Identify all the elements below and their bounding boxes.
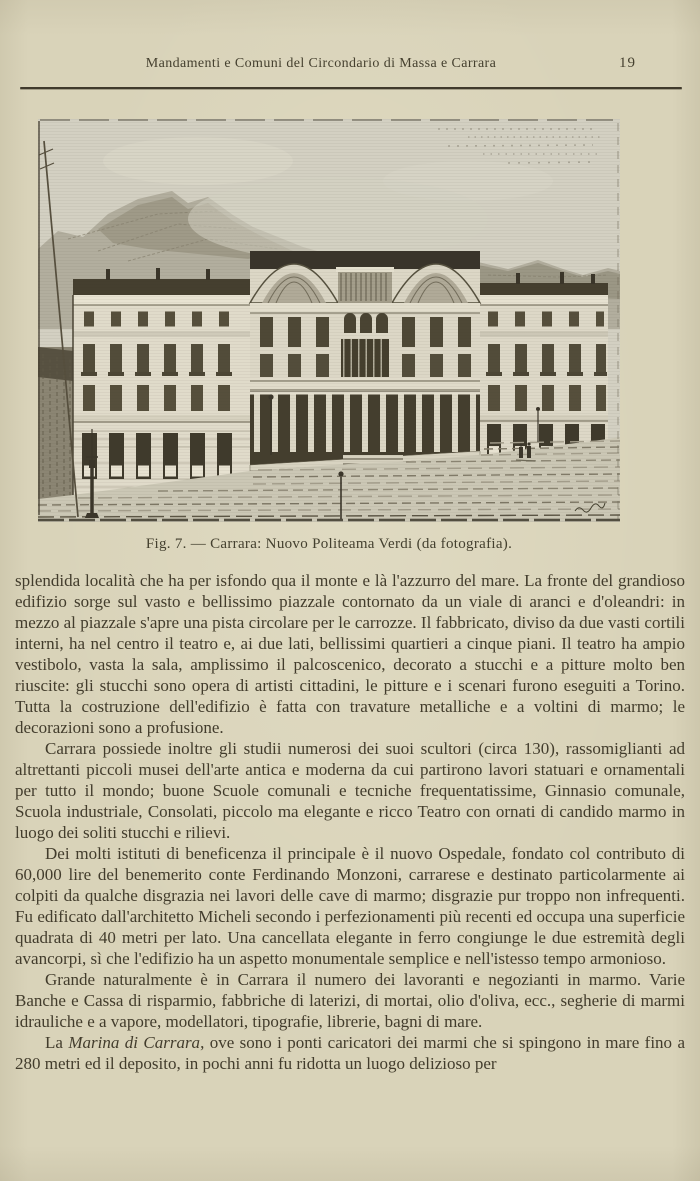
header-rule — [20, 87, 682, 89]
paragraph-rest: , ove sono i ponti caricatori dei marmi che si spingono in mare fino a 280 metri ed il deposito, in pochi anni fu ridotta un luogo delizioso per — [15, 1033, 685, 1073]
paragraph-italic-title: Marina di Carrara — [68, 1033, 201, 1052]
figure — [38, 119, 620, 522]
building-engraving — [38, 119, 620, 522]
central-block — [250, 264, 480, 471]
page-header — [0, 56, 700, 76]
page-number: 19 — [619, 55, 636, 71]
left-shadow-area — [38, 347, 73, 499]
figure-caption: Fig. 7. — Carrara: Nuovo Politeama Verdi (da fotografia). — [145, 536, 513, 552]
right-wing — [480, 295, 608, 465]
body-text — [15, 570, 685, 1074]
paragraph: Carrara possiede inoltre gli studii numerosi dei suoi scultori (circa 130), rassomiglianti ad altrettanti piccoli musei dell'arte antica e moderna da cui partirono lavori statuari e ornamentali per tutto il mondo; buone Scuole comunali e tecniche frequentatissime, Ginnasio comunale, Scuola industriale, Consolati, piccolo ma elegante e ricco Teatro con ornati di candido marmo in luogo dei soliti stucchi e rilievi. — [15, 739, 685, 842]
left-wing — [73, 295, 250, 495]
paragraph-lead: La — [45, 1033, 69, 1052]
paragraph — [15, 1032, 685, 1074]
header-title: Mandamenti e Comuni del Circondario di Massa e Carrara — [145, 56, 497, 71]
paragraph: splendida località che ha per isfondo qua il monte e là l'azzurro del mare. La fronte del grandioso edifizio sorge sul vasto e bellissimo piazzale contornato da un viale di aranci e d'oleandri: in mezzo al piazzale s'apre una pista circolare per le carrozze. Il fabbricato, diviso da due vasti cortili interni, ha nel centro il teatro e, ai due lati, bellissimi quartieri a cinque piani. Il teatro ha ampio vestibolo, vasta la sala, amplissimo il palcoscenico, decorato a stucchi e a pitture molto ben riuscite: gli stucchi sono opera di artisti cittadini, le pitture e i scenari furono eseguiti a Torino. Tutta la costruzione dell'edifizio è fatta con travature metalliche e a voltini di marmo; le decorazioni sono a profusione. — [15, 571, 685, 737]
paragraph: Dei molti istituti di beneficenza il principale è il nuovo Ospedale, fondato col contributo di 60,000 lire del benemerito conte Ferdinando Monzoni, carrarese e destinato particolarmente ai colpiti da qualche disgrazia nei lavori delle cave di marmo; disgrazie pur troppo non infrequenti. Fu edificato dall'architetto Micheli secondo i perfezionamenti più recenti ed occupa una superficie quadrata di 40 metri per lato. Una cancellata elegante in ferro congiunge le due estremità degli avancorpi, sì che l'edifizio ha un aspetto monumentale semplice e nell'istesso tempo armonioso. — [15, 844, 685, 968]
paragraph: Grande naturalmente è in Carrara il numero dei lavoranti e negozianti in marmo. Varie Banche e Cassa di risparmio, fabbriche di laterizi, di mortai, olio d'oliva, ecc., segherie di marmi idrauliche e a vapore, modellatori, tipografie, librerie, bagni di mare. — [15, 970, 685, 1031]
